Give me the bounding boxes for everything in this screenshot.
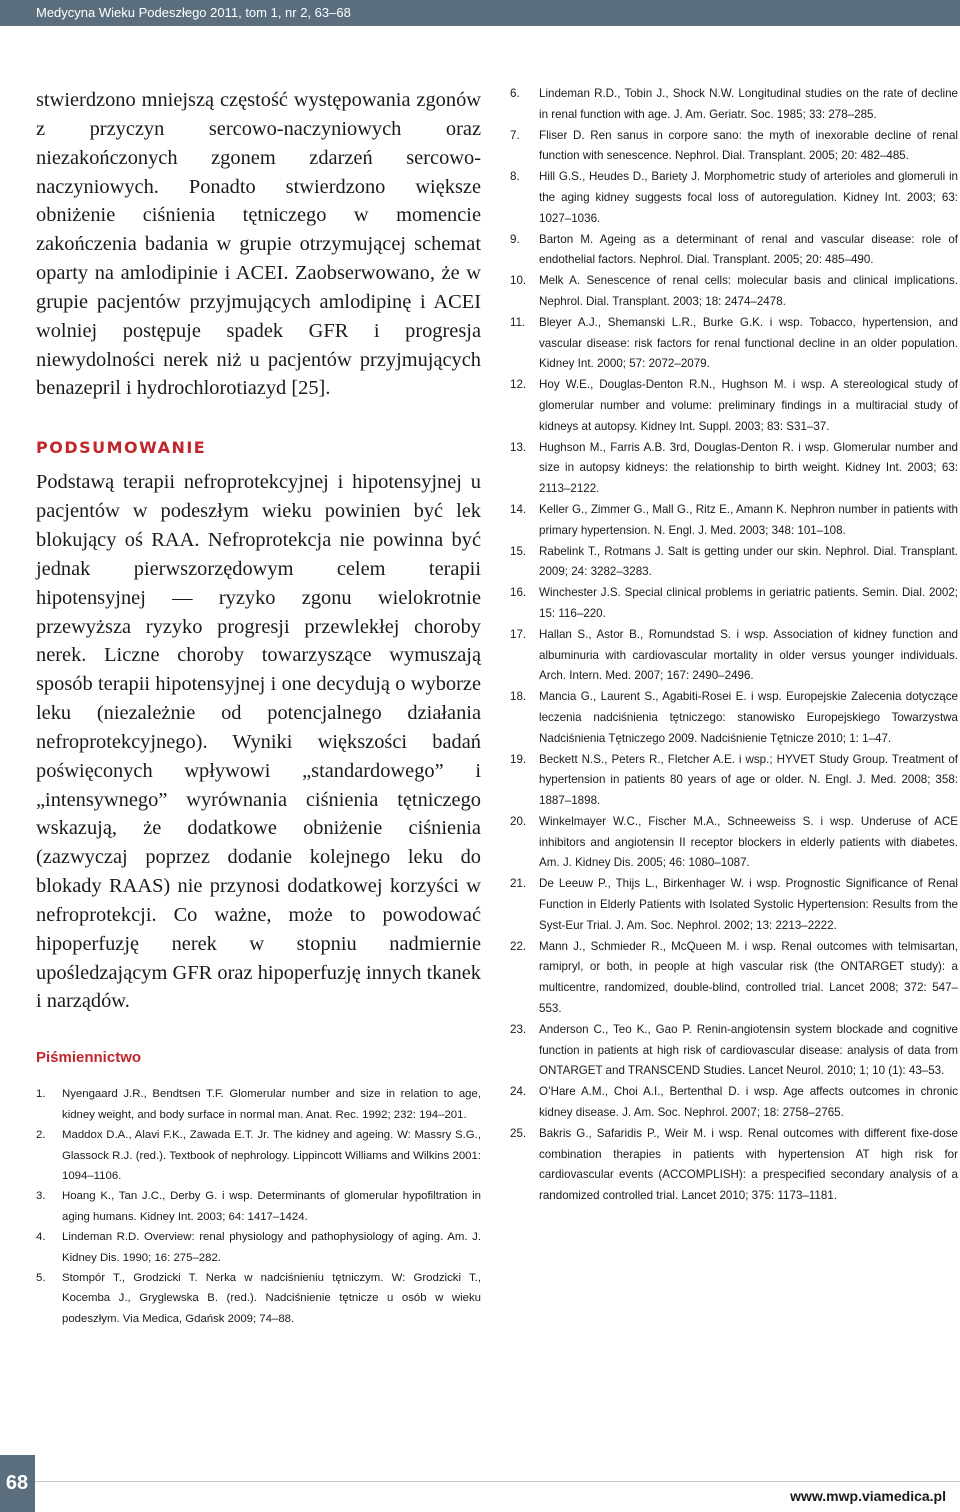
reference-item [510,750,958,812]
reference-text: Keller G., Zimmer G., Mall G., Ritz E., Amann K. Nephron number in patients with primary hypertension. N. Engl. J. Med. 2003; 348: 101–108. [539,502,958,537]
footer-rule [0,1481,960,1482]
reference-text: Fliser D. Ren sanus in corpore sano: the myth of inexorable decline of renal function with senescence. Nephrol. Dial. Transplant. 2005; 20: 482–485. [539,128,958,163]
reference-item [510,625,958,687]
reference-number: 14. [510,502,527,516]
body-paragraph-2: Podstawą terapii nefroprotekcyjnej i hipotensyjnej u pacjentów w podeszłym wieku powinien być lek blokujący oś RAA. Nefroprotekcja nie powinna być jednak pierwszorzędowym celem terapii hipotensyjnej — ryzyko zgonu wielokrotnie przewyższa ryzyko progresji przewlekłej choroby nerek. Liczne choroby towarzyszące wymuszają sposób terapii hipotensyjnej i one decydują o wyborze leku (niezależnie od potencjalnego działania nefroprotekcyjnego). Wyniki większości badań poświęconych wpływowi „standardowego” i „intensywnego” wyrównania ciśnienia tętniczego wskazują, że dodatkowe obniżenie ciśnienia (zazwyczaj poprzez dodanie kolejnego leku do blokady RAAS) nie przynosi dodatkowej korzyści w nefroprotekcji. Co ważne, może to powodować hipoperfuzję nerek w stopniu nadmiernie upośledzającym GFR oraz hipoperfuzję innych tkanek i narządów. [36,471,481,1013]
reference-text: De Leeuw P., Thijs L., Birkenhager W. i wsp. Prognostic Significance of Renal Function in Elderly Patients with Isolated Systolic Hypertension: Results from the Syst-Eur Trial. J. Am. Soc. Nephrol. 2002; 13: 2213–2222. [539,877,958,932]
reference-text: Bleyer A.J., Shemanski L.R., Burke G.K. i wsp. Tobacco, hypertension, and vascular disease: risk factors for renal functional decline in an older population. Kidney Int. 2000; 57: 2072–2079. [539,315,958,371]
reference-list-right [510,84,958,1207]
reference-text: Bakris G., Safaridis P., Weir M. i wsp. Renal outcomes with different fixe-dose combination therapies in patients with hypertension AT high risk for cardiovascular events (ACCOMPLISH): a prespecified secondary analysis of a randomized controlled trial. Lancet 2010; 375: 1173–1181. [539,1126,958,1203]
reference-item [510,812,958,874]
reference-item [36,1227,481,1268]
website-link[interactable]: www.mwp.viamedica.pl [790,1488,946,1504]
reference-text: Hoang K., Tan J.C., Derby G. i wsp. Determinants of glomerular hypofiltration in aging humans. Kidney Int. 2003; 64: 1417–1424. [62,1190,481,1223]
reference-text: Melk A. Senescence of renal cells: molecular basis and clinical implications. Nephrol. Dial. Transplant. 2003; 18: 2474–2478. [539,274,958,308]
reference-text: Hill G.S., Heudes D., Bariety J. Morphometric study of arterioles and glomeruli in the aging kidney suggests focal loss of autoregulation. Kidney Int. 2003; 63: 1027–1036. [539,170,958,225]
references-heading: Piśmiennictwo [36,1049,142,1067]
reference-item [510,84,958,126]
journal-title: Medycyna Wieku Podeszłego 2011, tom 1, nr 2, 63–68 [36,5,351,20]
reference-number: 5. [36,1271,46,1284]
reference-item [510,1082,958,1124]
reference-number: 1. [36,1088,46,1101]
reference-number: 4. [36,1231,46,1244]
reference-item [510,1124,958,1207]
reference-item [510,230,958,272]
reference-text: Rabelink T., Rotmans J. Salt is getting under our skin. Nephrol. Dial. Transplant. 2009; 24: 3282–3283. [539,544,958,579]
reference-item [510,167,958,229]
left-column [36,86,481,1329]
reference-number: 18. [510,690,527,704]
reference-item [510,937,958,1020]
reference-number: 11. [510,315,526,329]
reference-item [510,687,958,749]
reference-item [510,375,958,437]
reference-number: 3. [36,1190,46,1203]
reference-item [510,313,958,375]
reference-text: Hughson M., Farris A.B. 3rd, Douglas-Denton R. i wsp. Glomerular number and size in autopsy kidneys: the relationship to birth weight. Kidney Int. 2003; 63: 2113–2122. [539,440,958,496]
reference-number: 16. [510,586,527,600]
section-heading-summary: PODSUMOWANIE [36,438,207,458]
reference-item [36,1268,481,1329]
reference-number: 23. [510,1022,527,1036]
reference-number: 10. [510,274,527,288]
reference-number: 7. [510,128,520,142]
reference-number: 22. [510,939,527,953]
reference-number: 12. [510,378,527,392]
reference-item [510,438,958,500]
reference-item [36,1186,481,1227]
reference-number: 21. [510,877,527,891]
reference-number: 8. [510,170,520,184]
reference-item [510,1020,958,1082]
reference-number: 20. [510,814,527,828]
reference-text: Nyengaard J.R., Bendtsen T.F. Glomerular number and size in relation to age, kidney weight, and body surface in normal man. Anat. Rec. 1992; 232: 194–201. [62,1088,481,1121]
reference-item [510,542,958,584]
reference-item [510,583,958,625]
reference-text: Anderson C., Teo K., Gao P. Renin-angiotensin system blockade and cognitive function in patients at high risk of cardiovascular disease: analysis of data from ONTARGET and TRANSCEND Studies. Lancet Neurol. 2010; 1; 10 (1): 43–53. [539,1022,958,1078]
right-column [510,84,958,1207]
page-number-text: 68 [5,1472,29,1494]
reference-text: Hallan S., Astor B., Romundstad S. i wsp. Association of kidney function and albuminuria with cardiovascular mortality in older versus younger individuals. Arch. Intern. Med. 2007; 167: 2490–2496. [539,627,958,683]
journal-header-bar [0,0,960,26]
reference-text: Mann J., Schmieder R., McQueen M. i wsp. Renal outcomes with telmisartan, ramipryl, or both, in people at high vascular risk (the ONTARGET study): a multicentre, randomized, double-blind, controlled trial. Lancet 2008; 372: 547–553. [539,939,958,1016]
reference-text: Lindeman R.D., Tobin J., Shock N.W. Longitudinal studies on the rate of decline in renal function with age. J. Am. Geriatr. Soc. 1985; 33: 278–285. [539,87,958,121]
reference-text: Barton M. Ageing as a determinant of renal and vascular disease: role of endothelial factors. Nephrol. Dial. Transplant. 2005; 20: 485–490. [539,232,958,267]
reference-number: 2. [36,1129,46,1142]
reference-text: Hoy W.E., Douglas-Denton R.N., Hughson M. i wsp. A stereological study of glomerular number and volume: preliminary findings in a multiracial study of kidneys at autopsy. Kidney Int. Suppl. 2003; 83: S31–37. [539,378,958,433]
page-number [0,1455,34,1512]
reference-text: Maddox D.A., Alavi F.K., Zawada E.T. Jr. The kidney and ageing. W: Massry S.G., Glassock R.J. (red.). Textbook of nephrology. Lippincott Williams and Wilkins 2001: 1094–1106. [62,1129,481,1182]
reference-text: Mancia G., Laurent S., Agabiti-Rosei E. i wsp. Europejskie Zalecenia dotyczące leczenia nadciśnienia tętniczego: stanowisko Europejskiego Towarzystwa Nadciśnienia Tętniczego 2009. Nadciśnienie Tętnicze 2010; 1: 1–47. [539,690,958,745]
reference-number: 13. [510,440,527,454]
reference-item [36,1125,481,1186]
page-number-divider [34,1455,35,1512]
reference-text: Winchester J.S. Special clinical problems in geriatric patients. Semin. Dial. 2002; 15: 116–220. [539,586,958,620]
reference-number: 6. [510,87,520,100]
reference-item [510,271,958,313]
reference-text: Stompór T., Grodzicki T. Nerka w nadciśnieniu tętniczym. W: Grodzicki T., Kocemba J., Gryglewska B. (red.). Nadciśnienie tętnicze u osób w wieku podeszłym. Via Medica, Gdańsk 2009; 74–88. [62,1271,481,1325]
reference-text: Lindeman R.D. Overview: renal physiology and pathophysiology of aging. Am. J. Kidney Dis. 1990; 16: 275–282. [62,1231,481,1264]
reference-item [510,874,958,936]
reference-text: Beckett N.S., Peters R., Fletcher A.E. i wsp.; HYVET Study Group. Treatment of hypertension in patients 80 years of age or older. N. Engl. J. Med. 2008; 358: 1887–1898. [539,752,958,808]
reference-number: 24. [510,1085,527,1099]
reference-number: 19. [510,752,527,766]
reference-text: O’Hare A.M., Choi A.I., Bertenthal D. i wsp. Age affects outcomes in chronic kidney disease. J. Am. Soc. Nephrol. 2007; 18: 2758–2765. [539,1085,958,1120]
reference-number: 17. [510,627,527,641]
reference-number: 25. [510,1126,527,1140]
reference-item [36,1084,481,1125]
reference-text: Winkelmayer W.C., Fischer M.A., Schneeweiss S. i wsp. Underuse of ACE inhibitors and angiotensin II receptor blockers in elderly patients with diabetes. Am. J. Kidney Dis. 2005; 46: 1080–1087. [539,814,958,870]
body-paragraph-1: stwierdzono mniejszą częstość występowania zgonów z przyczyn sercowo-naczyniowych oraz niezakończonych zgonem zdarzeń sercowo-naczyniowych. Ponadto stwierdzono większe obniżenie ciśnienia tętniczego w momencie zakończenia badania w grupie otrzymującej schemat oparty na amlodipinie i ACEI. Zaobserwowano, że w grupie pacjentów przyjmujących amlodipinę i ACEI wolniej postępuje spadek GFR i progresja niewydolności nerek niż u pacjentów przyjmujących benazepril i hydrochlorotiazyd [25]. [36,89,481,400]
reference-item [510,500,958,542]
reference-list-left [36,1084,481,1329]
reference-number: 9. [510,232,520,246]
reference-number: 15. [510,544,527,558]
reference-item [510,126,958,168]
